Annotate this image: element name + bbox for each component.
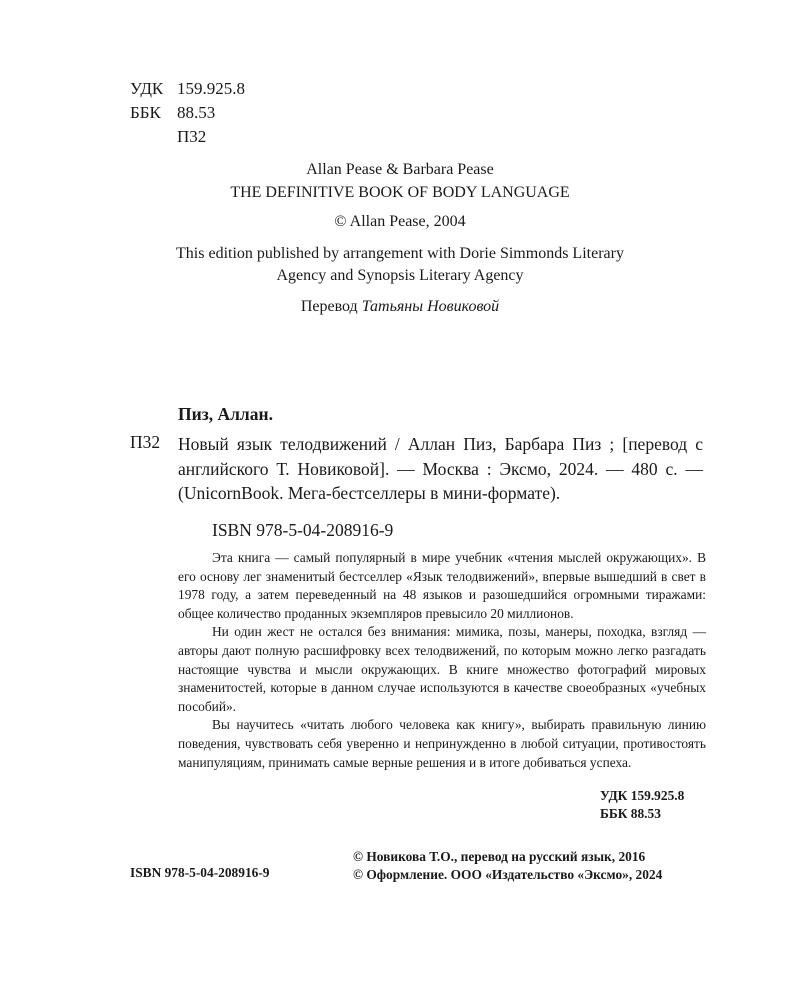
edition-line-1: This edition published by arrangement with Dorie Simmonds Literary xyxy=(176,245,624,262)
annotation-paragraph: Ни один жест не остался без внимания: мимика, позы, манеры, походка, взгляд — авторы дают полную расшифровку всех телодвижений, по которым можно легко разгадать настоящие чувства и мысли окружающих. В книге множество фотографий мировых знаменитостей, которые в данном случае используются в качестве своеобразных «учебных пособий». xyxy=(178,624,706,714)
author-mark-row xyxy=(130,125,245,149)
classification-codes xyxy=(130,77,245,149)
udk-row xyxy=(130,77,245,101)
copyright-translation: © Новикова Т.О., перевод на русский язык, 2016 xyxy=(353,849,646,864)
record-description: Новый язык телодвижений / Аллан Пиз, Барбара Пиз ; [перевод с английского Т. Новиковой]. — Москва : Эксмо, 2024. — 480 с. — (UnicornBook. Мега-бестселлеры в мини-формате). xyxy=(178,434,703,503)
author-mark: П32 xyxy=(177,127,207,146)
bbk-row xyxy=(130,101,245,125)
translation-prefix: Перевод xyxy=(300,298,358,315)
original-copyright: © Allan Pease, 2004 xyxy=(334,213,466,230)
edition-line-2: Agency and Synopsis Literary Agency xyxy=(276,267,524,284)
bbk-value: 88.53 xyxy=(177,103,216,122)
translator-name: Татьяны Новиковой xyxy=(361,298,500,315)
footer-isbn: ISBN 978-5-04-208916-9 xyxy=(130,865,270,880)
copyright-design: © Оформление. ООО «Издательство «Эксмо», 2024 xyxy=(353,867,663,882)
small-codes xyxy=(600,787,684,823)
record-heading: Пиз, Аллан. xyxy=(178,404,273,424)
annotation-paragraph: Эта книга — самый популярный в мире учебник «чтения мыслей окружающих». В его основу лег знаменитый бестселлер «Язык телодвижений», впервые вышедший в свет в 1978 году, а затем переведенный на 48 языков и разошедшийся огромными тиражами: общее количество проданных экземпляров превысило 20 миллионов. xyxy=(178,550,706,621)
bbk-label: ББК xyxy=(130,103,161,122)
footer-copyrights xyxy=(353,848,662,884)
udk-label: УДК xyxy=(130,79,164,98)
record-isbn: ISBN 978-5-04-208916-9 xyxy=(212,520,394,540)
translation-credit xyxy=(0,298,800,316)
original-title: THE DEFINITIVE BOOK OF BODY LANGUAGE xyxy=(230,184,570,201)
record-code: П32 xyxy=(130,432,161,452)
original-authors: Allan Pease & Barbara Pease xyxy=(306,161,494,178)
small-udk: УДК 159.925.8 xyxy=(600,788,685,803)
small-bbk: ББК 88.53 xyxy=(600,806,661,821)
annotation-paragraph: Вы научитесь «читать любого человека как книгу», выбирать правильную линию поведения, чувствовать себя уверенно и непринужденно в любой ситуации, противостоять манипуляциям, принимать самые верные решения и в итоге добиваться успеха. xyxy=(178,717,706,770)
udk-value: 159.925.8 xyxy=(177,79,245,98)
annotation xyxy=(178,549,706,772)
